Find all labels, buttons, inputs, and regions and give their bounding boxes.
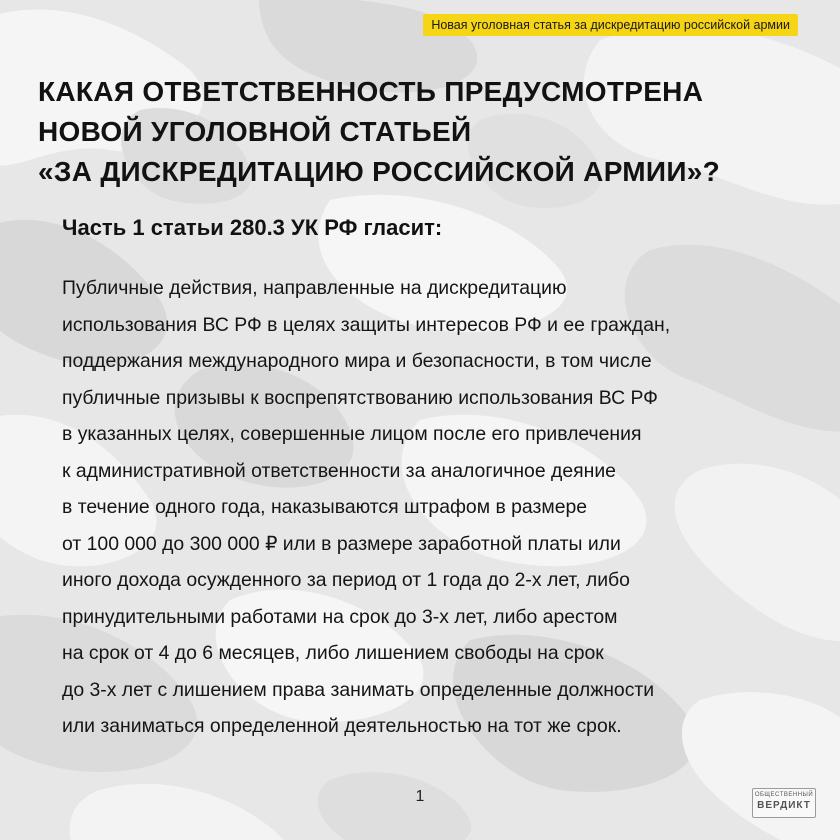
article-subtitle: Часть 1 статьи 280.3 УК РФ гласит: — [62, 215, 443, 240]
body-line: от 100 000 до 300 000 ₽ или в размере заработной платы или — [62, 532, 621, 555]
body-line: к административной ответственности за аналогичное деяние — [62, 459, 616, 482]
body-line: иного дохода осужденного за период от 1 года до 2-х лет, либо — [62, 569, 630, 591]
article-body — [62, 270, 802, 745]
page-number: 1 — [415, 788, 425, 805]
title-line: «ЗА ДИСКРЕДИТАЦИЮ РОССИЙСКОЙ АРМИИ»? — [38, 156, 721, 187]
title-line: КАКАЯ ОТВЕТСТВЕННОСТЬ ПРЕДУСМОТРЕНА — [38, 76, 704, 107]
body-line: или заниматься определенной деятельностью на тот же срок. — [62, 715, 622, 737]
body-line: до 3-х лет с лишением права занимать определенные должности — [62, 678, 655, 701]
body-line: использования ВС РФ в целях защиты интересов РФ и ее граждан, — [62, 313, 671, 336]
body-line: в указанных целях, совершенные лицом после его привлечения — [62, 423, 642, 445]
logo-main-text: ВЕРДИКТ — [757, 800, 811, 811]
body-line: публичные призывы к воспрепятствованию использования ВС РФ — [62, 386, 658, 409]
body-line: поддержания международного мира и безопасности, в том числе — [62, 350, 652, 372]
verdict-logo — [752, 788, 816, 818]
body-line: на срок от 4 до 6 месяцев, либо лишением свободы на срок — [62, 642, 604, 664]
body-line: Публичные действия, направленные на дискредитацию — [62, 277, 567, 299]
body-line: принудительными работами на срок до 3-х лет, либо арестом — [62, 605, 618, 628]
body-line: в течение одного года, наказываются штрафом в размере — [62, 496, 588, 518]
page-title — [38, 72, 808, 192]
topic-tag: Новая уголовная статья за дискредитацию российской армии — [423, 14, 798, 36]
title-line: НОВОЙ УГОЛОВНОЙ СТАТЬЕЙ — [38, 116, 472, 147]
logo-top-text: ОБЩЕСТВЕННЫЙ — [754, 792, 814, 798]
